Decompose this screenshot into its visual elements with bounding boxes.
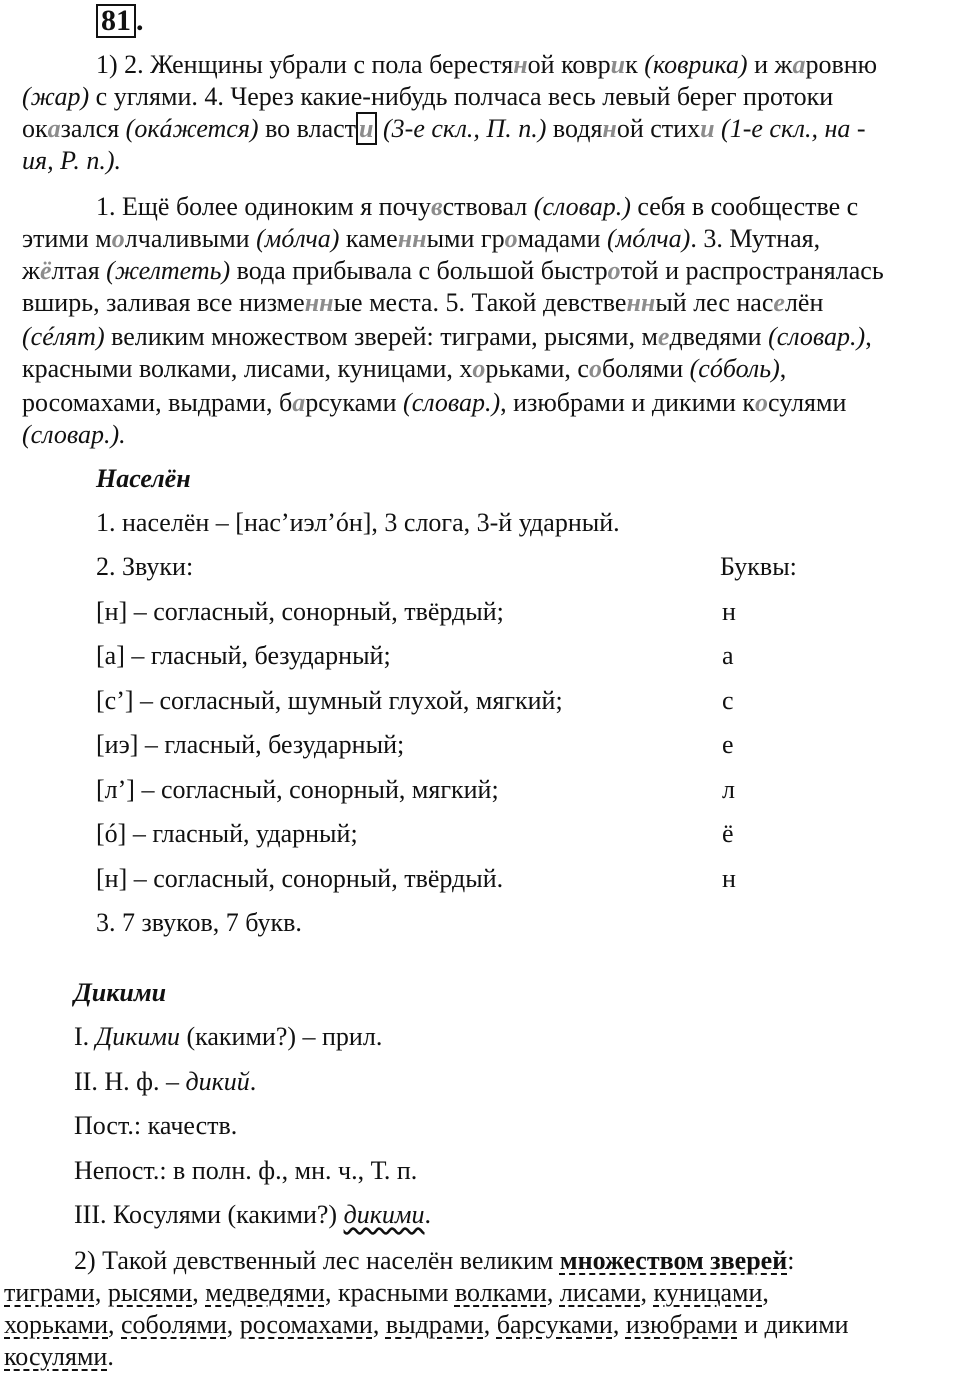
text-segment-dash: соболями <box>121 1310 227 1339</box>
text-segment-it: (жар) <box>22 82 90 111</box>
sound-description: [л’] – согласный, сонорный, мягкий; <box>96 775 499 804</box>
text-line <box>22 418 126 452</box>
sound-row <box>96 639 936 673</box>
text-segment: , изюбрами и дикими к <box>500 388 756 417</box>
text-segment-g: о <box>755 388 769 417</box>
text-segment: , <box>612 1310 626 1339</box>
text-segment: , <box>108 1310 122 1339</box>
text-segment-it: (мóлча) <box>256 224 340 253</box>
text-segment-g: о <box>607 256 621 285</box>
text-segment: к <box>625 50 645 79</box>
text-segment: ой стих <box>616 114 701 143</box>
text-segment: , <box>483 1310 497 1339</box>
text-segment: , <box>762 1278 769 1307</box>
text-segment-g: о <box>472 354 486 383</box>
text-segment-dash: выдрами <box>385 1310 484 1339</box>
text-segment: ыми гр <box>426 224 505 253</box>
text-segment-subj: множеством зверей <box>559 1246 788 1275</box>
text-line <box>22 254 884 288</box>
text-line <box>22 80 833 114</box>
text-line <box>96 48 877 82</box>
text-segment: себя в сообществе с <box>630 192 859 221</box>
sound-summary: 3. 7 звуков, 7 букв. <box>96 908 302 937</box>
text-line <box>22 286 823 320</box>
text-segment: с углями. 4. Через какие-нибудь полчаса весь левый берег протоки <box>89 82 834 111</box>
text-line <box>4 1276 769 1310</box>
text-segment: . 3. Мутная, <box>690 224 821 253</box>
text-segment-it: (коврика) <box>644 50 748 79</box>
text-segment: ые места. 5. Такой девстве <box>333 288 627 317</box>
transcription-line: 1. населён – [нас’иэл’óн], 3 слога, 3-й ударный. <box>96 508 620 537</box>
text-segment: . <box>107 1342 114 1371</box>
exercise-number: 81 . <box>96 4 144 38</box>
sounds-header-row <box>96 550 936 584</box>
text-segment: ой ковр <box>527 50 611 79</box>
text-segment-g: а <box>292 388 306 417</box>
text-segment-g: е <box>773 288 785 317</box>
text-segment-g: нн <box>397 224 427 253</box>
sound-letter: ё <box>722 819 734 848</box>
text-segment-g: н <box>602 114 617 143</box>
sound-row <box>96 862 936 896</box>
text-segment: зался <box>60 114 126 143</box>
sound-description: [н] – согласный, сонорный, твёрдый. <box>96 864 504 893</box>
section-title-dikimi: Дикими <box>74 978 167 1007</box>
morph-line-5: III. Косулями (какими?) дикими. <box>74 1200 431 1229</box>
text-segment: росомахами, выдрами, б <box>22 388 293 417</box>
text-segment-g: е <box>657 322 670 351</box>
text-segment: лён <box>784 288 824 317</box>
text-segment: вода прибывала с большой быстр <box>230 256 608 285</box>
text-segment: , <box>546 1278 560 1307</box>
text-segment-g: о <box>588 354 602 383</box>
text-segment: этими м <box>22 224 112 253</box>
text-segment: во власт <box>258 114 357 143</box>
text-segment-dash: рысями <box>107 1278 193 1307</box>
text-segment: той и распространялась <box>620 256 884 285</box>
text-segment: и дикими <box>737 1310 849 1339</box>
morph-line-2: II. Н. ф. – дикий. <box>74 1067 257 1096</box>
text-segment: , <box>372 1310 386 1339</box>
sound-letter: н <box>722 597 736 626</box>
text-segment: , <box>865 322 872 351</box>
text-segment-g: а <box>792 50 806 79</box>
morph-line-3: Пост.: качеств. <box>74 1111 238 1140</box>
text-segment: лчаливыми <box>124 224 257 253</box>
text-segment-it: (сéлят) <box>22 322 105 351</box>
text-segment-it: ия, Р. п.). <box>22 146 122 175</box>
text-segment-dash: волками <box>454 1278 547 1307</box>
text-segment-dash: медведями <box>205 1278 325 1307</box>
text-segment-it: (сóболь) <box>689 354 780 383</box>
text-segment: рсуками <box>305 388 404 417</box>
text-segment: , <box>640 1278 654 1307</box>
sound-letter: л <box>722 775 735 804</box>
text-line <box>22 144 121 178</box>
text-segment: , <box>94 1278 108 1307</box>
text-line <box>22 386 846 420</box>
text-segment-g: ё <box>39 256 52 285</box>
text-segment-g: о <box>111 224 125 253</box>
sound-row <box>96 817 936 851</box>
text-segment: вширь, заливая все низме <box>22 288 305 317</box>
text-segment-dash: хорьками <box>4 1310 109 1339</box>
text-segment-g: н <box>513 50 528 79</box>
sound-description: [а] – гласный, безударный; <box>96 641 391 670</box>
text-segment-g: нн <box>304 288 334 317</box>
text-line <box>22 222 820 256</box>
text-line <box>22 320 872 354</box>
text-line <box>74 1244 794 1278</box>
text-segment: ый лес нас <box>655 288 774 317</box>
text-segment: лтая <box>51 256 107 285</box>
text-segment-dash: барсуками <box>496 1310 613 1339</box>
sound-row <box>96 773 936 807</box>
section-title-naselen: Населён <box>96 464 191 493</box>
text-segment-g: о <box>504 224 518 253</box>
text-segment-dash: изюбрами <box>625 1310 738 1339</box>
text-segment: дведями <box>669 322 769 351</box>
text-segment-it: (словар.). <box>22 420 126 449</box>
text-segment-dash: тиграми <box>4 1278 95 1307</box>
text-segment-g: нн <box>626 288 656 317</box>
text-segment-it: (3-е скл., П. п.) <box>383 114 547 143</box>
text-segment-it: (желтеть) <box>106 256 231 285</box>
text-segment: 1. Ещё более одиноким я почу <box>96 192 431 221</box>
text-line <box>4 1308 849 1342</box>
text-segment-dash: косулями <box>4 1342 108 1371</box>
text-segment-g: и <box>356 112 376 145</box>
text-segment: красными волками, лисами, куницами, х <box>22 354 473 383</box>
text-segment: , <box>192 1278 206 1307</box>
text-segment: сулями <box>768 388 847 417</box>
text-segment: великим множеством зверей: тиграми, рысями, м <box>104 322 658 351</box>
sound-letter: а <box>722 641 734 670</box>
text-segment-it: (мóлча) <box>607 224 691 253</box>
sound-letter: н <box>722 864 736 893</box>
text-segment: рьками, с <box>485 354 589 383</box>
text-segment-it: (окáжется) <box>125 114 259 143</box>
text-segment: 2) Такой девственный лес населён великим <box>74 1246 560 1275</box>
text-segment-dash: росомахами <box>239 1310 373 1339</box>
text-segment-it: (словар.) <box>533 192 631 221</box>
text-segment-g: а <box>47 114 61 143</box>
morph-line-1: I. Дикими (какими?) – прил. <box>74 1022 383 1051</box>
text-line <box>22 352 786 386</box>
text-segment: 1) 2. Женщины убрали с пола берестя <box>96 50 514 79</box>
text-segment: ок <box>22 114 48 143</box>
text-segment: ствовал <box>442 192 534 221</box>
text-segment-it: (1-е скл., на - <box>721 114 866 143</box>
sound-description: [иэ] – гласный, безударный; <box>96 730 405 759</box>
sound-description: [ó] – гласный, ударный; <box>96 819 358 848</box>
text-segment: , красными <box>324 1278 455 1307</box>
text-segment: , <box>779 354 787 383</box>
letters-header: Буквы: <box>720 552 797 581</box>
text-segment: ж <box>22 256 40 285</box>
text-line <box>22 112 866 146</box>
text-segment: каме <box>339 224 398 253</box>
sound-description: [н] – согласный, сонорный, твёрдый; <box>96 597 504 626</box>
text-segment: : <box>787 1246 795 1275</box>
sounds-header: 2. Звуки: <box>96 552 194 581</box>
text-segment: болями <box>601 354 690 383</box>
text-segment: ровню <box>805 50 878 79</box>
text-segment-dash: лисами <box>559 1278 641 1307</box>
text-segment: водя <box>546 114 603 143</box>
text-segment: и ж <box>747 50 793 79</box>
text-line <box>4 1340 114 1374</box>
text-segment: , <box>226 1310 240 1339</box>
text-segment-it: (словар.) <box>768 322 866 351</box>
sound-letter: с <box>722 686 734 715</box>
sound-row <box>96 684 936 718</box>
text-segment: мадами <box>517 224 608 253</box>
text-segment-dash: куницами <box>653 1278 763 1307</box>
text-segment-g: в <box>430 192 443 221</box>
sound-row <box>96 728 936 762</box>
sound-description: [с’] – согласный, шумный глухой, мягкий; <box>96 686 563 715</box>
text-segment-g: и <box>610 50 626 79</box>
text-segment-it: (словар.) <box>403 388 501 417</box>
text-segment-g: и <box>700 114 715 143</box>
morph-line-4: Непост.: в полн. ф., мн. ч., Т. п. <box>74 1156 418 1185</box>
text-line <box>96 190 858 224</box>
sound-letter: е <box>722 730 734 759</box>
sound-row <box>96 595 936 629</box>
